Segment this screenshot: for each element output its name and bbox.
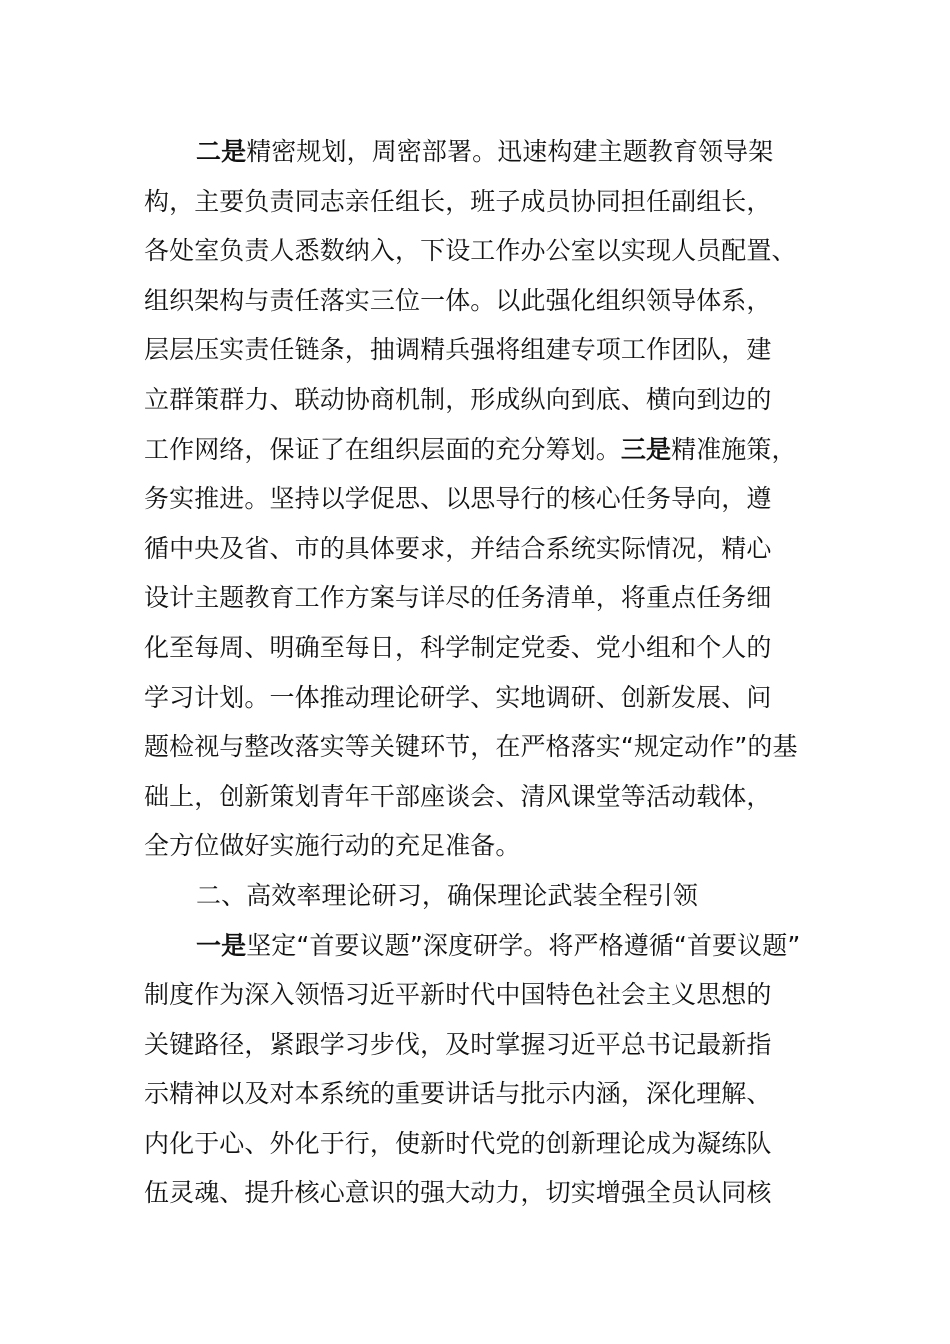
text-line — [144, 722, 806, 772]
text-segment: 础上，创新策划青年干部座谈会、清风课堂等活动载体， — [144, 781, 772, 811]
text-segment: 精密规划，周密部署。迅速构建主题教育领导架 — [246, 137, 774, 166]
text-segment: 工作网络，保证了在组织层面的充分筹划。 — [144, 434, 621, 464]
text-segment: 组织架构与责任落实三位一体。以此强化组织领导体系， — [144, 285, 772, 315]
text-segment: 伍灵魂、提升核心意识的强大动力，切实增强全员认同核 — [144, 1178, 772, 1208]
text-segment: 关键路径，紧跟学习步伐，及时掌握习近平总书记最新指 — [144, 1029, 772, 1059]
text-segment: 层层压实责任链条，抽调精兵强将组建专项工作团队，建 — [144, 335, 772, 365]
text-segment: 制度作为深入领悟习近平新时代中国特色社会主义思想的 — [144, 980, 772, 1010]
text-segment: 精准施策， — [671, 434, 797, 464]
text-line — [144, 1069, 806, 1119]
text-line — [144, 821, 806, 871]
bold-lead-phrase: 三是 — [620, 434, 672, 464]
text-segment: 构，主要负责同志亲任组长，班子成员协同担任副组长， — [144, 186, 772, 216]
text-segment: 题检视与整改落实等关键环节，在严格落实“规定动作”的基 — [144, 732, 798, 762]
text-line — [144, 673, 806, 723]
text-segment: 全方位做好实施行动的充足准备。 — [144, 831, 521, 861]
text-line — [144, 623, 806, 673]
text-segment: 循中央及省、市的具体要求，并结合系统实际情况，精心 — [144, 533, 772, 563]
text-line — [144, 276, 806, 326]
bold-lead-phrase: 一是 — [196, 930, 247, 960]
text-line — [144, 573, 806, 623]
text-line — [144, 970, 806, 1020]
text-segment: 务实推进。坚持以学促思、以思导行的核心任务导向，遵 — [144, 484, 772, 514]
text-segment: 学习计划。一体推动理论研学、实地调研、创新发展、问 — [144, 682, 772, 712]
text-segment: 二、高效率理论研习，确保理论武装全程引领 — [196, 880, 699, 910]
text-segment: 内化于心、外化于行，使新时代党的创新理论成为凝练队 — [144, 1128, 772, 1158]
text-segment: 各处室负责人悉数纳入，下设工作办公室以实现人员配置、 — [144, 236, 797, 266]
text-line — [144, 425, 806, 475]
text-line — [144, 474, 806, 524]
document-body — [144, 127, 806, 1218]
text-segment: 示精神以及对本系统的重要讲话与批示内涵，深化理解、 — [144, 1079, 772, 1109]
text-line — [144, 177, 806, 227]
text-segment: 化至每周、明确至每日，科学制定党委、党小组和个人的 — [144, 632, 772, 662]
text-segment: 坚定“首要议题”深度研学。将严格遵循“首要议题” — [246, 930, 801, 960]
text-line — [144, 921, 806, 971]
text-line — [144, 871, 806, 921]
text-segment: 设计主题教育工作方案与详尽的任务清单，将重点任务细 — [144, 583, 772, 613]
text-line — [144, 375, 806, 425]
text-line — [144, 1020, 806, 1070]
text-line — [144, 1119, 806, 1169]
text-segment: 立群策群力、联动协商机制，形成纵向到底、横向到边的 — [144, 384, 772, 414]
text-line — [144, 772, 806, 822]
text-line — [144, 1168, 806, 1218]
bold-lead-phrase: 二是 — [196, 137, 247, 166]
text-line — [144, 524, 806, 574]
text-line — [144, 226, 806, 276]
text-line — [144, 325, 806, 375]
text-line — [144, 127, 806, 177]
